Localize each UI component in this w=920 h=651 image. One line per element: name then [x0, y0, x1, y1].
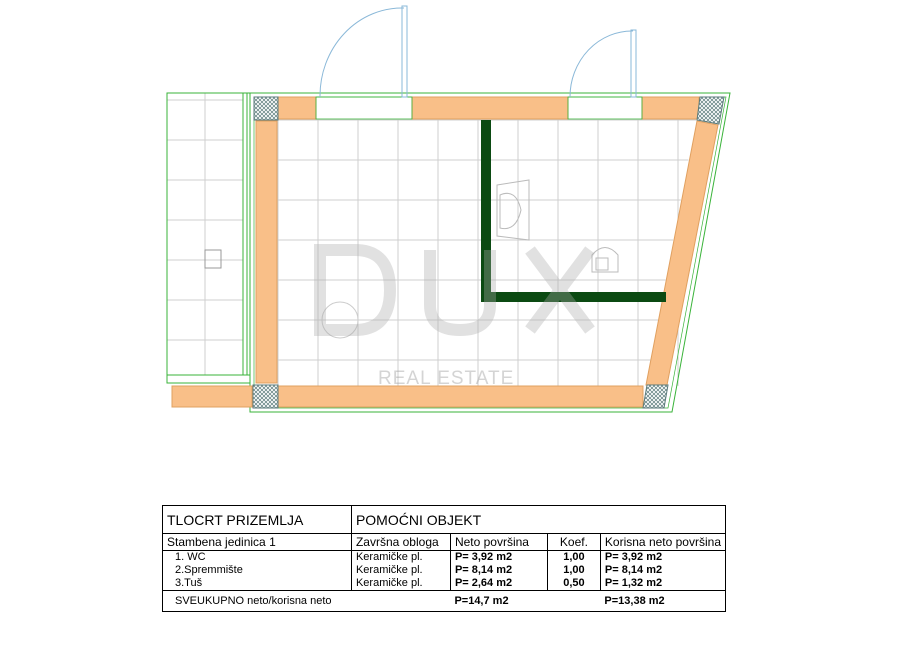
room-usable-area: P= 3,92 m2 [600, 551, 725, 565]
coef-header: Koef. [547, 534, 600, 551]
unit-label: Stambena jedinica 1 [163, 534, 352, 551]
room-coef: 1,00 [547, 551, 600, 565]
room-usable-area: P= 8,14 m2 [600, 564, 725, 577]
room-finish: Keramičke pl. [351, 577, 450, 591]
toilet-fixture [592, 248, 618, 273]
finish-header: Završna obloga [351, 534, 450, 551]
total-label: SVEUKUPNO neto/korisna neto [163, 591, 451, 612]
room-name: 2.Spremmište [175, 564, 243, 576]
net-area-header: Neto površina [450, 534, 547, 551]
room-net-area: P= 8,14 m2 [450, 564, 547, 577]
watermark-tagline: REAL ESTATE [378, 368, 515, 389]
room-net-area: P= 2,64 m2 [450, 577, 547, 591]
legend-header-row [163, 506, 726, 534]
washbasin-fixture [497, 180, 529, 240]
floor-tile-grid [167, 93, 696, 386]
area-legend-table [162, 505, 726, 612]
door-right [570, 30, 636, 97]
room-name: 1. WC [175, 551, 206, 563]
object-title: POMOĆNI OBJEKT [351, 506, 725, 534]
room-coef: 1,00 [547, 564, 600, 577]
legend-column-headers [163, 534, 726, 551]
room-usable-area: P= 1,32 m2 [600, 577, 725, 591]
usable-area-header: Korisna neto površina [600, 534, 725, 551]
table-row [163, 577, 726, 591]
table-row [163, 551, 726, 565]
table-row [163, 564, 726, 577]
door-left [320, 6, 407, 97]
total-net-area: P=14,7 m2 [450, 591, 547, 612]
plan-title: TLOCRT PRIZEMLJA [167, 511, 304, 528]
legend-total-row [163, 591, 726, 612]
room-net-area: P= 3,92 m2 [450, 551, 547, 565]
room-finish: Keramičke pl. [351, 564, 450, 577]
room-coef: 0,50 [547, 577, 600, 591]
room-name: 3.Tuš [175, 577, 203, 589]
total-usable-area: P=13,38 m2 [600, 591, 725, 612]
room-finish: Keramičke pl. [351, 551, 450, 565]
